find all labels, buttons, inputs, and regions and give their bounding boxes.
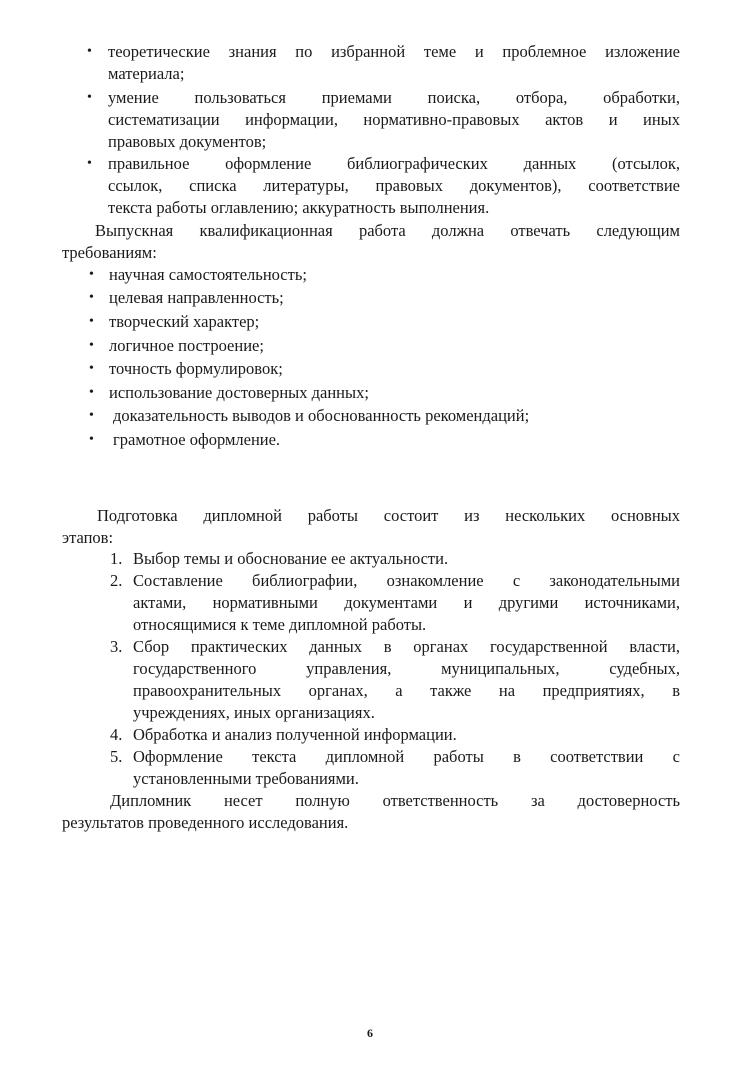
list-item-line: Сбор практических данных в органах государственной власти, [133, 637, 680, 656]
list-item: научная самостоятельность; [109, 265, 307, 284]
list-number: 1. [110, 549, 123, 568]
paragraph-line: результатов проведенного исследования. [62, 813, 349, 832]
list-item-line: систематизации информации, нормативно-правовых актов и иных [108, 110, 680, 129]
list-item-line: Оформление текста дипломной работы в соответствии с [133, 747, 680, 766]
list-number: 2. [110, 571, 123, 590]
page-number: 6 [367, 1026, 373, 1040]
list-item-line: Составление библиографии, ознакомление с законодательными [133, 571, 680, 590]
list-item-line: правильное оформление библиографических данных (отсылок, [108, 154, 680, 173]
list-item [133, 570, 680, 636]
list-item-line: умение пользоваться приемами поиска, отбора, обработки, [108, 88, 680, 107]
bullet-marker: • [89, 361, 94, 376]
list-item [133, 548, 680, 570]
bullet-marker: • [87, 44, 92, 59]
list-item [133, 724, 680, 746]
bullet-marker: • [89, 385, 94, 400]
list-item: использование достоверных данных; [109, 383, 369, 402]
list-item-line: государственного управления, муниципальных, судебных, [133, 659, 680, 678]
list-item [108, 41, 680, 85]
bullet-marker: • [87, 90, 92, 105]
bullet-marker: • [89, 267, 94, 282]
list-item: творческий характер; [109, 312, 260, 331]
list-number: 4. [110, 725, 123, 744]
list-item-line: теоретические знания по избранной теме и проблемное изложение [108, 42, 680, 61]
requirements-intro [62, 220, 680, 264]
list-item-line: установленными требованиями. [133, 769, 359, 788]
bullet-marker: • [89, 314, 94, 329]
list-item-line: материала; [108, 64, 185, 83]
list-item-line: текста работы оглавлению; аккуратность выполнения. [108, 198, 490, 217]
list-number: 5. [110, 747, 123, 766]
list-item-line: ссылок, списка литературы, правовых документов), соответствие [108, 176, 680, 195]
list-item: грамотное оформление. [113, 430, 281, 449]
list-item-line: учреждениях, иных организациях. [133, 703, 375, 722]
bullet-marker: • [89, 408, 94, 423]
bullet-marker: • [89, 338, 94, 353]
list-item-line: правовых документов; [108, 132, 267, 151]
paragraph-line: Выпускная квалификационная работа должна отвечать следующим [95, 221, 680, 240]
stages-intro [62, 505, 680, 549]
list-item [133, 636, 680, 724]
list-item [108, 153, 680, 219]
list-item: логичное построение; [109, 336, 264, 355]
list-item: точность формулировок; [109, 359, 283, 378]
bullet-marker: • [89, 432, 94, 447]
paragraph-line: требованиям: [62, 243, 157, 262]
closing-paragraph [62, 790, 680, 834]
list-item-line: правоохранительных органах, а также на предприятиях, в [133, 681, 680, 700]
paragraph-line: Подготовка дипломной работы состоит из нескольких основных [97, 506, 680, 525]
list-number: 3. [110, 637, 123, 656]
paragraph-line: этапов: [62, 528, 114, 547]
list-item-line: актами, нормативными документами и другими источниками, [133, 593, 680, 612]
list-item-line: Выбор темы и обоснование ее актуальности. [133, 549, 449, 568]
list-item-line: относящимися к теме дипломной работы. [133, 615, 427, 634]
paragraph-line: Дипломник несет полную ответственность за достоверность [110, 791, 680, 810]
bullet-marker: • [87, 156, 92, 171]
list-item: доказательность выводов и обоснованность рекомендаций; [113, 406, 530, 425]
list-item [133, 746, 680, 790]
list-item: целевая направленность; [109, 288, 284, 307]
list-item [108, 87, 680, 153]
bullet-marker: • [89, 290, 94, 305]
list-item-line: Обработка и анализ полученной информации. [133, 725, 457, 744]
